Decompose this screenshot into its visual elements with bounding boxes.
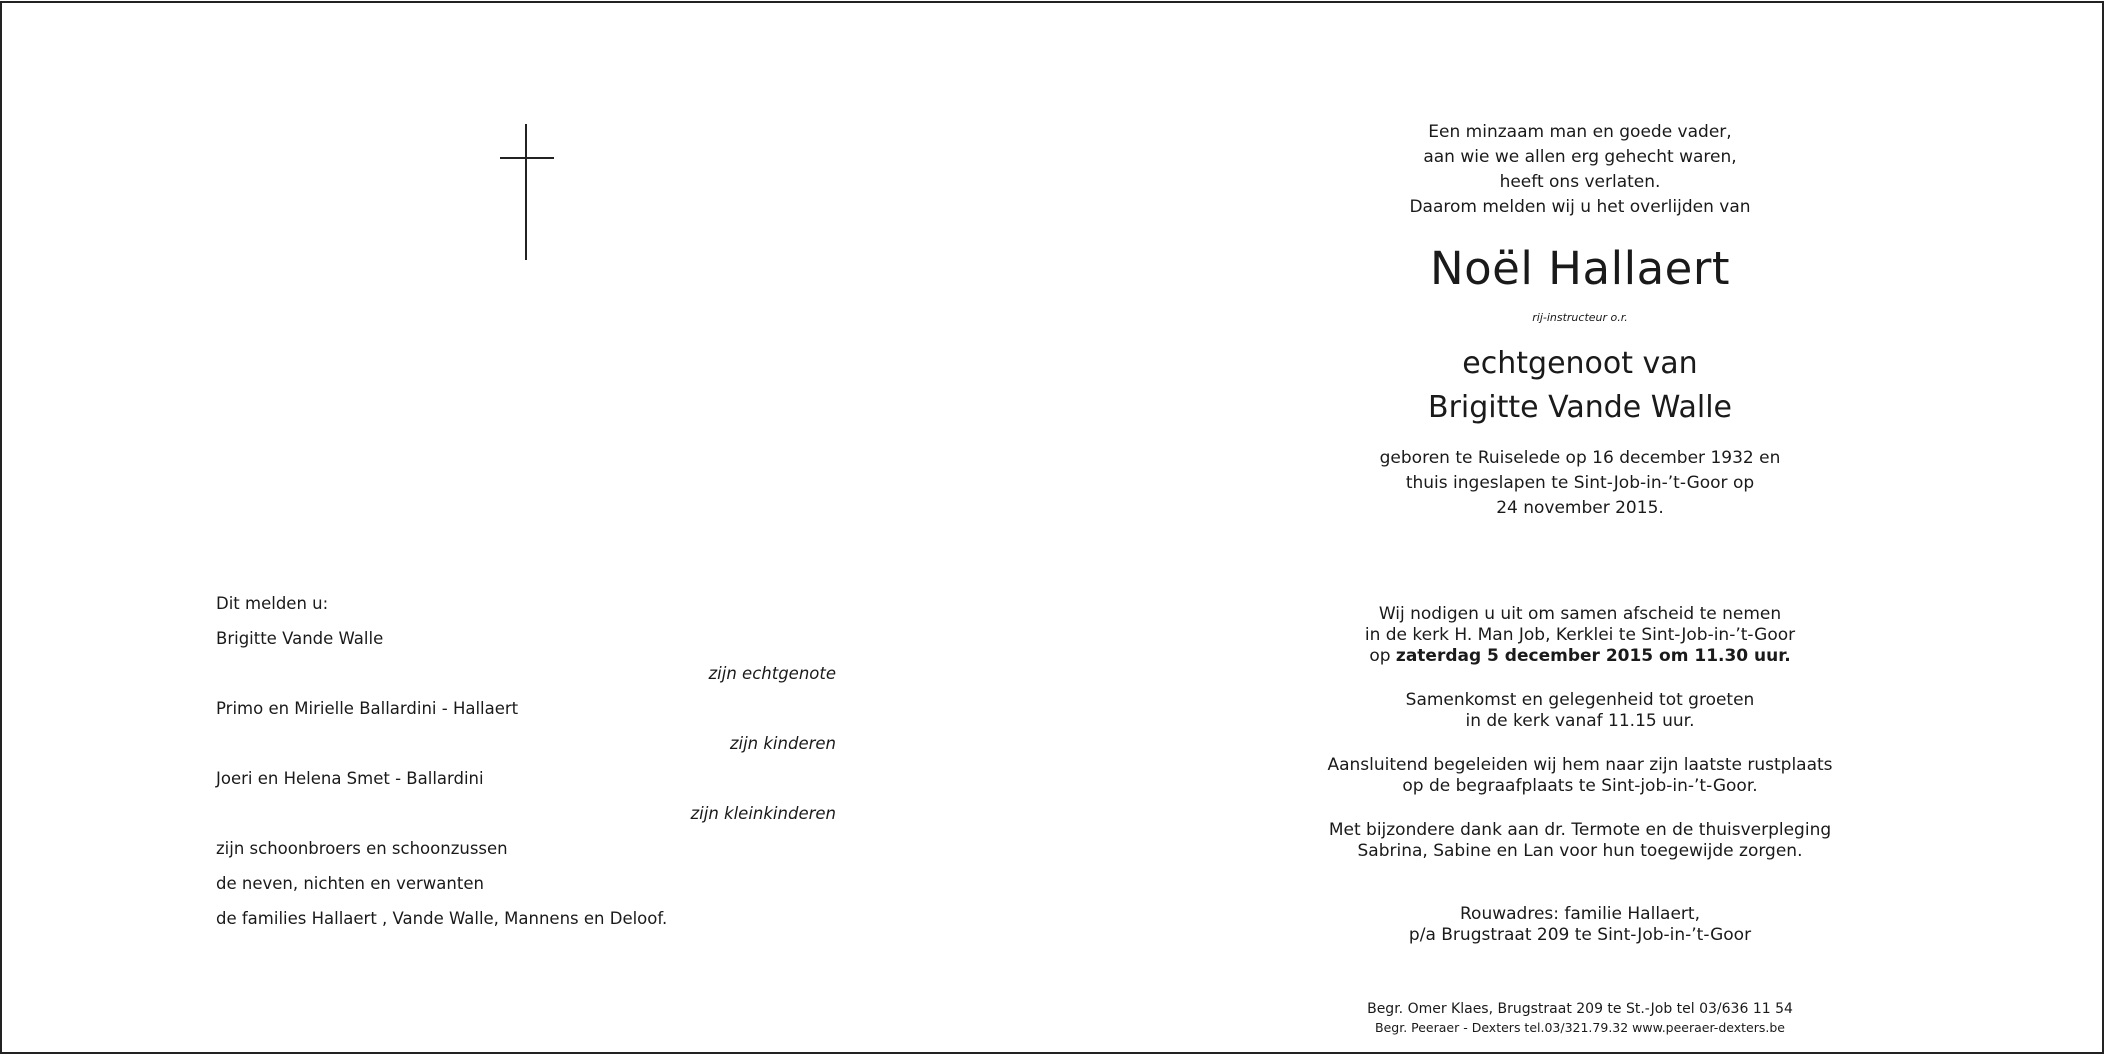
spouse-name: Brigitte Vande Walle (1427, 390, 1733, 425)
address-line-1: Rouwadres: familie Hallaert, (1460, 904, 1700, 924)
footer-line-2: Begr. Peeraer - Dexters tel.03/321.79.32 www.peeraer-dexters.be (1375, 1020, 1785, 1035)
ceremony-date: zaterdag 5 december 2015 om 11.30 uur. (1395, 646, 1791, 666)
dates-line-3: 24 november 2015. (1496, 498, 1664, 518)
family-list (216, 0, 836, 1061)
deceased-occupation: rij-instructeur o.r. (1532, 311, 1628, 324)
announcement (1280, 0, 1880, 1061)
dates-line-2: thuis ingeslapen te Sint-Job-in-’t-Goor op (1405, 473, 1755, 493)
gathering-line-1: Samenkomst en gelegenheid tot groeten (1405, 690, 1755, 710)
family-spouse-relation: zijn echtgenote (708, 664, 836, 683)
gathering-line-2: in de kerk vanaf 11.15 uur. (1465, 711, 1695, 731)
family-children: Primo en Mirielle Ballardini - Hallaert (216, 699, 519, 718)
family-grandchildren: Joeri en Helena Smet - Ballardini (216, 769, 484, 788)
thanks-line-2: Sabrina, Sabine en Lan voor hun toegewijde zorgen. (1357, 841, 1803, 861)
deceased-name: Noël Hallaert (1429, 242, 1730, 295)
footer-line-1: Begr. Omer Klaes, Brugstraat 209 te St.-Job tel 03/636 11 54 (1367, 1001, 1793, 1017)
thanks-line-1: Met bijzondere dank aan dr. Termote en de thuisverpleging (1328, 820, 1832, 840)
intro-line-2: aan wie we allen erg gehecht waren, (1423, 147, 1737, 167)
dates-line-1: geboren te Ruiselede op 16 december 1932 en (1379, 448, 1781, 468)
address-line-2: p/a Brugstraat 209 te Sint-Job-in-’t-Goor (1408, 925, 1752, 945)
family-spouse: Brigitte Vande Walle (216, 629, 384, 648)
ceremony-line-1: Wij nodigen u uit om samen afscheid te nemen (1378, 604, 1782, 624)
family-families: de families Hallaert , Vande Walle, Mannens en Deloof. (216, 909, 668, 928)
ceremony-date-prefix: op (1369, 646, 1396, 666)
family-children-relation: zijn kinderen (729, 734, 836, 753)
family-inlaws: zijn schoonbroers en schoonzussen (216, 839, 508, 858)
family-grandchildren-relation: zijn kleinkinderen (690, 804, 836, 823)
ceremony-line-3 (1280, 646, 1880, 666)
burial-line-2: op de begraafplaats te Sint-job-in-’t-Goor. (1402, 776, 1758, 796)
ceremony-line-2: in de kerk H. Man Job, Kerklei te Sint-Job-in-’t-Goor (1364, 625, 1796, 645)
spouse-prefix: echtgenoot van (1462, 346, 1698, 381)
family-relatives: de neven, nichten en verwanten (216, 874, 484, 893)
intro-line-1: Een minzaam man en goede vader, (1428, 122, 1732, 142)
intro-line-3: heeft ons verlaten. (1499, 172, 1661, 192)
burial-line-1: Aansluitend begeleiden wij hem naar zijn laatste rustplaats (1327, 755, 1833, 775)
intro-line-4: Daarom melden wij u het overlijden van (1409, 197, 1751, 217)
family-heading: Dit melden u: (216, 594, 329, 613)
